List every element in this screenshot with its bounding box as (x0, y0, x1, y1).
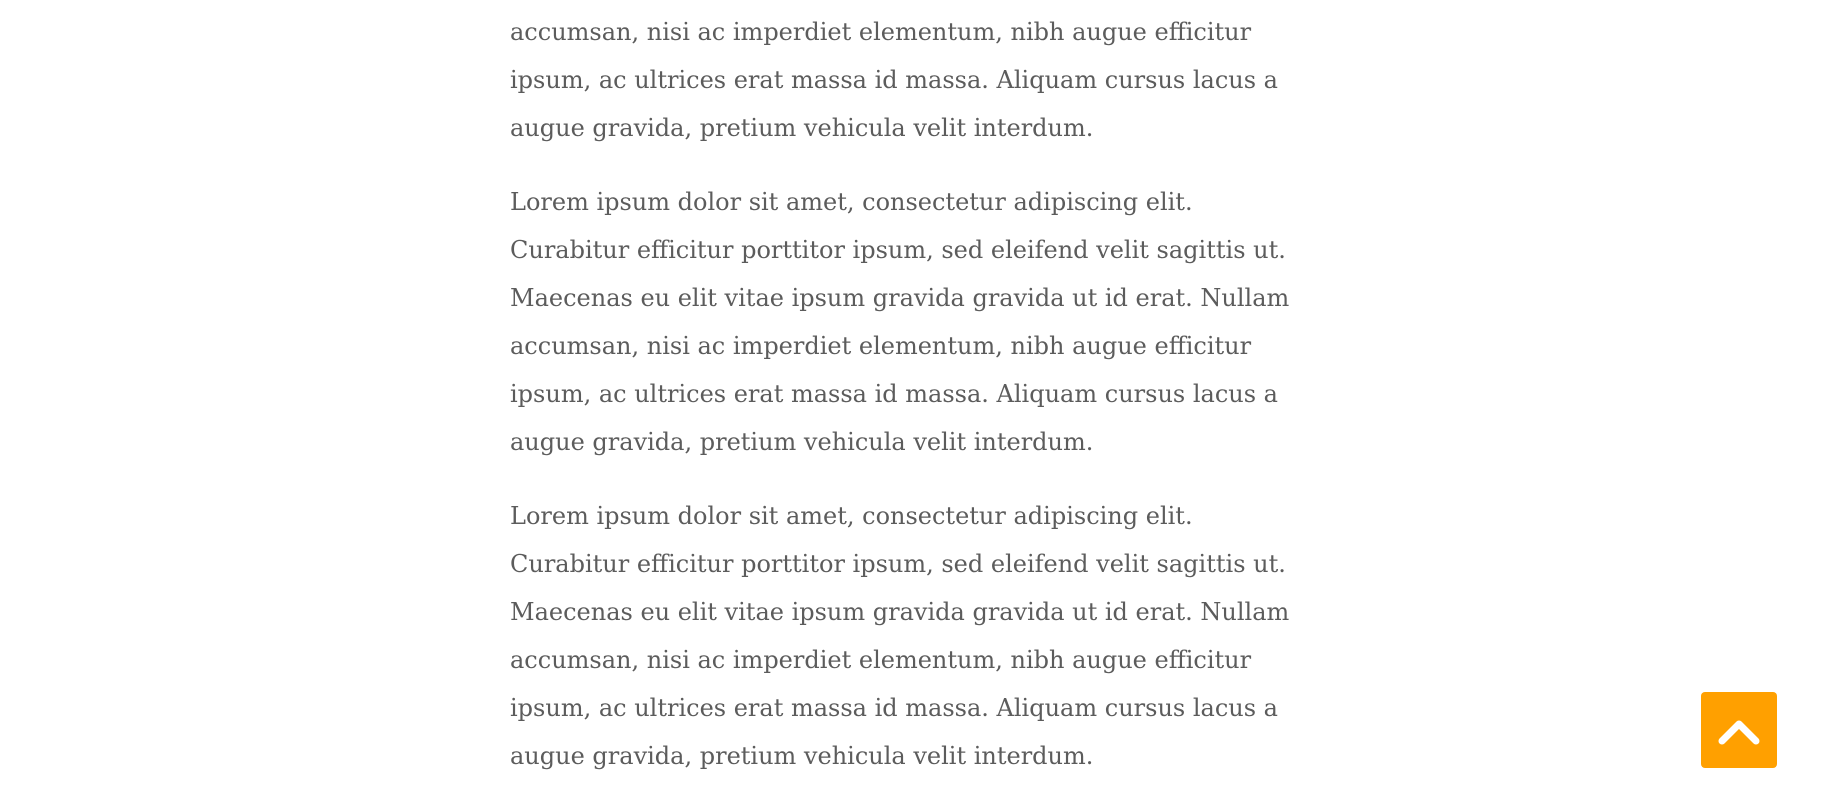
paragraph-line: Curabitur efficitur porttitor ipsum, sed eleifend velit sagittis ut. (510, 550, 1286, 578)
paragraph-line: ipsum, ac ultrices erat massa id massa. Aliquam cursus lacus a (510, 380, 1278, 408)
paragraph-line: Maecenas eu elit vitae ipsum gravida gravida ut id erat. Nullam (510, 598, 1290, 626)
back-to-top-button[interactable] (1701, 692, 1777, 768)
paragraph-line: accumsan, nisi ac imperdiet elementum, nibh augue efficitur (510, 332, 1252, 360)
paragraph-line: Curabitur efficitur porttitor ipsum, sed eleifend velit sagittis ut. (510, 236, 1286, 264)
paragraph-line: augue gravida, pretium vehicula velit interdum. (510, 742, 1094, 770)
paragraph-line: Lorem ipsum dolor sit amet, consectetur adipiscing elit. (510, 502, 1193, 530)
paragraph-line: augue gravida, pretium vehicula velit interdum. (510, 114, 1094, 142)
article-body (510, 0, 1320, 806)
paragraph-line: ipsum, ac ultrices erat massa id massa. Aliquam cursus lacus a (510, 694, 1278, 722)
paragraph-line: accumsan, nisi ac imperdiet elementum, nibh augue efficitur (510, 646, 1252, 674)
paragraph-line: Maecenas eu elit vitae ipsum gravida gravida ut id erat. Nullam (510, 284, 1290, 312)
paragraph-line: augue gravida, pretium vehicula velit interdum. (510, 428, 1094, 456)
paragraph (510, 8, 1320, 152)
chevron-up-icon (1717, 715, 1761, 745)
paragraph (510, 178, 1320, 466)
paragraph-line: accumsan, nisi ac imperdiet elementum, nibh augue efficitur (510, 18, 1252, 46)
paragraph-line: Lorem ipsum dolor sit amet, consectetur adipiscing elit. (510, 188, 1193, 216)
paragraph-line: ipsum, ac ultrices erat massa id massa. Aliquam cursus lacus a (510, 66, 1278, 94)
paragraph (510, 492, 1320, 780)
